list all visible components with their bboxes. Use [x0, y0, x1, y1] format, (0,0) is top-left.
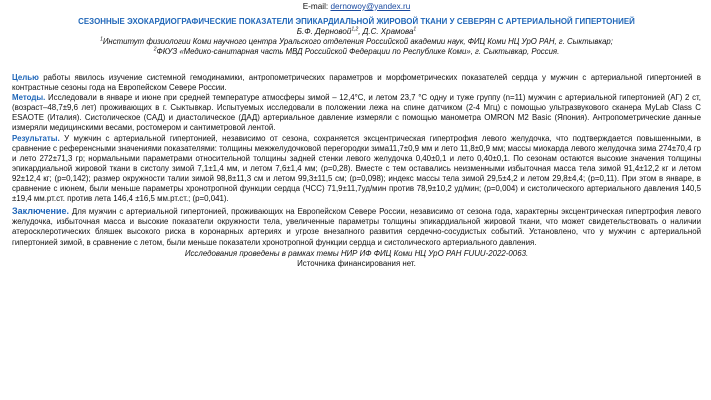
conclusion-text: Для мужчин с артериальной гипертонией, проживающих на Европейском Севере России, независимо от сезона года, характерны эксцентрическая гипертрофия левого желудочка, избыточная масса и высокие показатели окружности тела, увеличенные параметры толщины эпикардиальной жировой ткани, что может свидетельствовать о наличии атеросклеротических бляшек высокого риска в коронарных артериях и угрозе внезапного развития сердечно-сосудистых событий. Установлено, что у мужчин с артериальной гипертонией зимой, в сравнение с летом, были меньше показатели хронотропной функции сердца и систолического артериального давления. [12, 207, 701, 247]
methods-heading: Методы. [12, 93, 46, 103]
paper-title: СЕЗОННЫЕ ЭХОКАРДИОГРАФИЧЕСКИЕ ПОКАЗАТЕЛИ ЭПИКАРДИАЛЬНОЙ ЖИРОВОЙ ТКАНИ У СЕВЕРЯН С АРТЕРИАЛЬНОЙ ГИПЕРТОНИЕЙ [78, 17, 635, 26]
author-dernovoy: Б.Ф. Дерновой [296, 27, 352, 36]
author-dernovoy-affil: 1,2 [351, 26, 359, 33]
funding-source-note: Источника финансирования нет. [297, 258, 416, 268]
affiliation-2-mark: 2 [153, 46, 157, 53]
author-khramova-affil: 1 [413, 26, 417, 33]
email-label: E-mail: [302, 2, 329, 11]
aim-text: работы явилось изучение системной гемодинамики, антропометрических параметров и морфометрических показателей сердца у мужчин с артериальной гипертонией в контрастные сезоны года на Европейском Севере России. [12, 73, 701, 93]
aim-heading: Целью [12, 73, 39, 82]
author-khramova: Д.С. Храмова [362, 27, 414, 36]
conclusion-heading: Заключение. [12, 206, 70, 217]
affiliation-1-text: Институт физиологии Коми научного центра Уральского отделения Российской академии наук, ФИЦ Коми НЦ УрО РАН, г. Сыктывкар; [102, 37, 613, 46]
methods-paragraph [12, 93, 701, 133]
results-heading: Результаты. [12, 133, 60, 143]
affiliation-2 [12, 47, 701, 57]
methods-text: Исследовали в январе и июне при средней температуре атмосферы зимой – 12,4°С, и летом 23,7 °С одну и туже группу (n=11) мужчин с артериальной гипертонией (АГ) 2 ст, (возраст–48,7±9,6 лет) проживающих в г. Сыктывкар. Испытуемых исследовали в положении лежа на спине датчиком (2-4 Мгц) с помощью ультразвукового сканера MyLab Class C ESAOTE (Италия). Систолическое (САД) и диастолическое (ДАД) артериальное давление измеряли с помощью манометра OMRON M2 Basic (Япония). Антропометрические данные измеряли медицинскими весами, ростомером и сантиметровой лентой. [12, 93, 701, 133]
author-separator: , [358, 27, 363, 36]
affiliation-1 [12, 37, 701, 47]
affiliation-2-text: ФКУЗ «Медико-санитарная часть МВД Российской Федерации по Республике Коми», г. Сыктывкар, Россия. [156, 47, 560, 56]
results-paragraph [12, 134, 701, 205]
email-link[interactable]: dernowoy@yandex.ru [330, 2, 411, 11]
authors-line [12, 27, 701, 37]
abstract-body [12, 73, 701, 248]
results-text: У мужчин с артериальной гипертонией, независимо от сезона, сохраняется эксцентрическая гипертрофия левого желудочка, что подтверждается повышенными, в сравнение с референсными значениями показателями: толщины межжелудочковой перегородки зима11,7±0,9 мм и лето 11,8±0,9 мм; массы миокарда левого желудочка зима 274±70,4 гр и лето 272±71,3 гр; нормальными параметрами относительной толщины задней стенки левого желудочка 0,40±0,1 и лето 0,40±0,1. По сезонам остаются высокие значения толщины эпикардиальной жировой ткани в систолу зимой 7,1±1,4 мм, и летом 7,6±1,4 мм; (p=0,28). Вместе с тем оставались неизменными избыточная масса тела зимой 91,4±12,2 кг и летом 92±12,4 кг; (p=0,142); размер окружности талии зимой 98,8±11,3 см и летом 99,3±11,5 см; (p=0,098); индекс массы тела зимой 29,5±4,2 и летом 29,8±4,4; (p=0,11). При этом в январе, в сравнение с июнем, были меньше параметры хронотропной функции сердца (ЧСС) 71,9±11,7уд/мин против 78,9±10,2 уд/мин; (p=0,004) и систолического артериального давления 140,5 ±19,4 мм.рт.ст. против лета 146,4 ±16,5 мм.рт.ст.; (p=0,041). [12, 133, 701, 204]
aim-paragraph [12, 73, 701, 93]
email-line [12, 0, 701, 12]
affiliation-1-mark: 1 [100, 36, 103, 43]
conclusion-paragraph [12, 206, 701, 247]
funding-note: Исследования проведены в рамках темы НИР ИФ ФИЦ Коми НЦ УрО РАН FUUU-2022-0063. [184, 248, 529, 258]
